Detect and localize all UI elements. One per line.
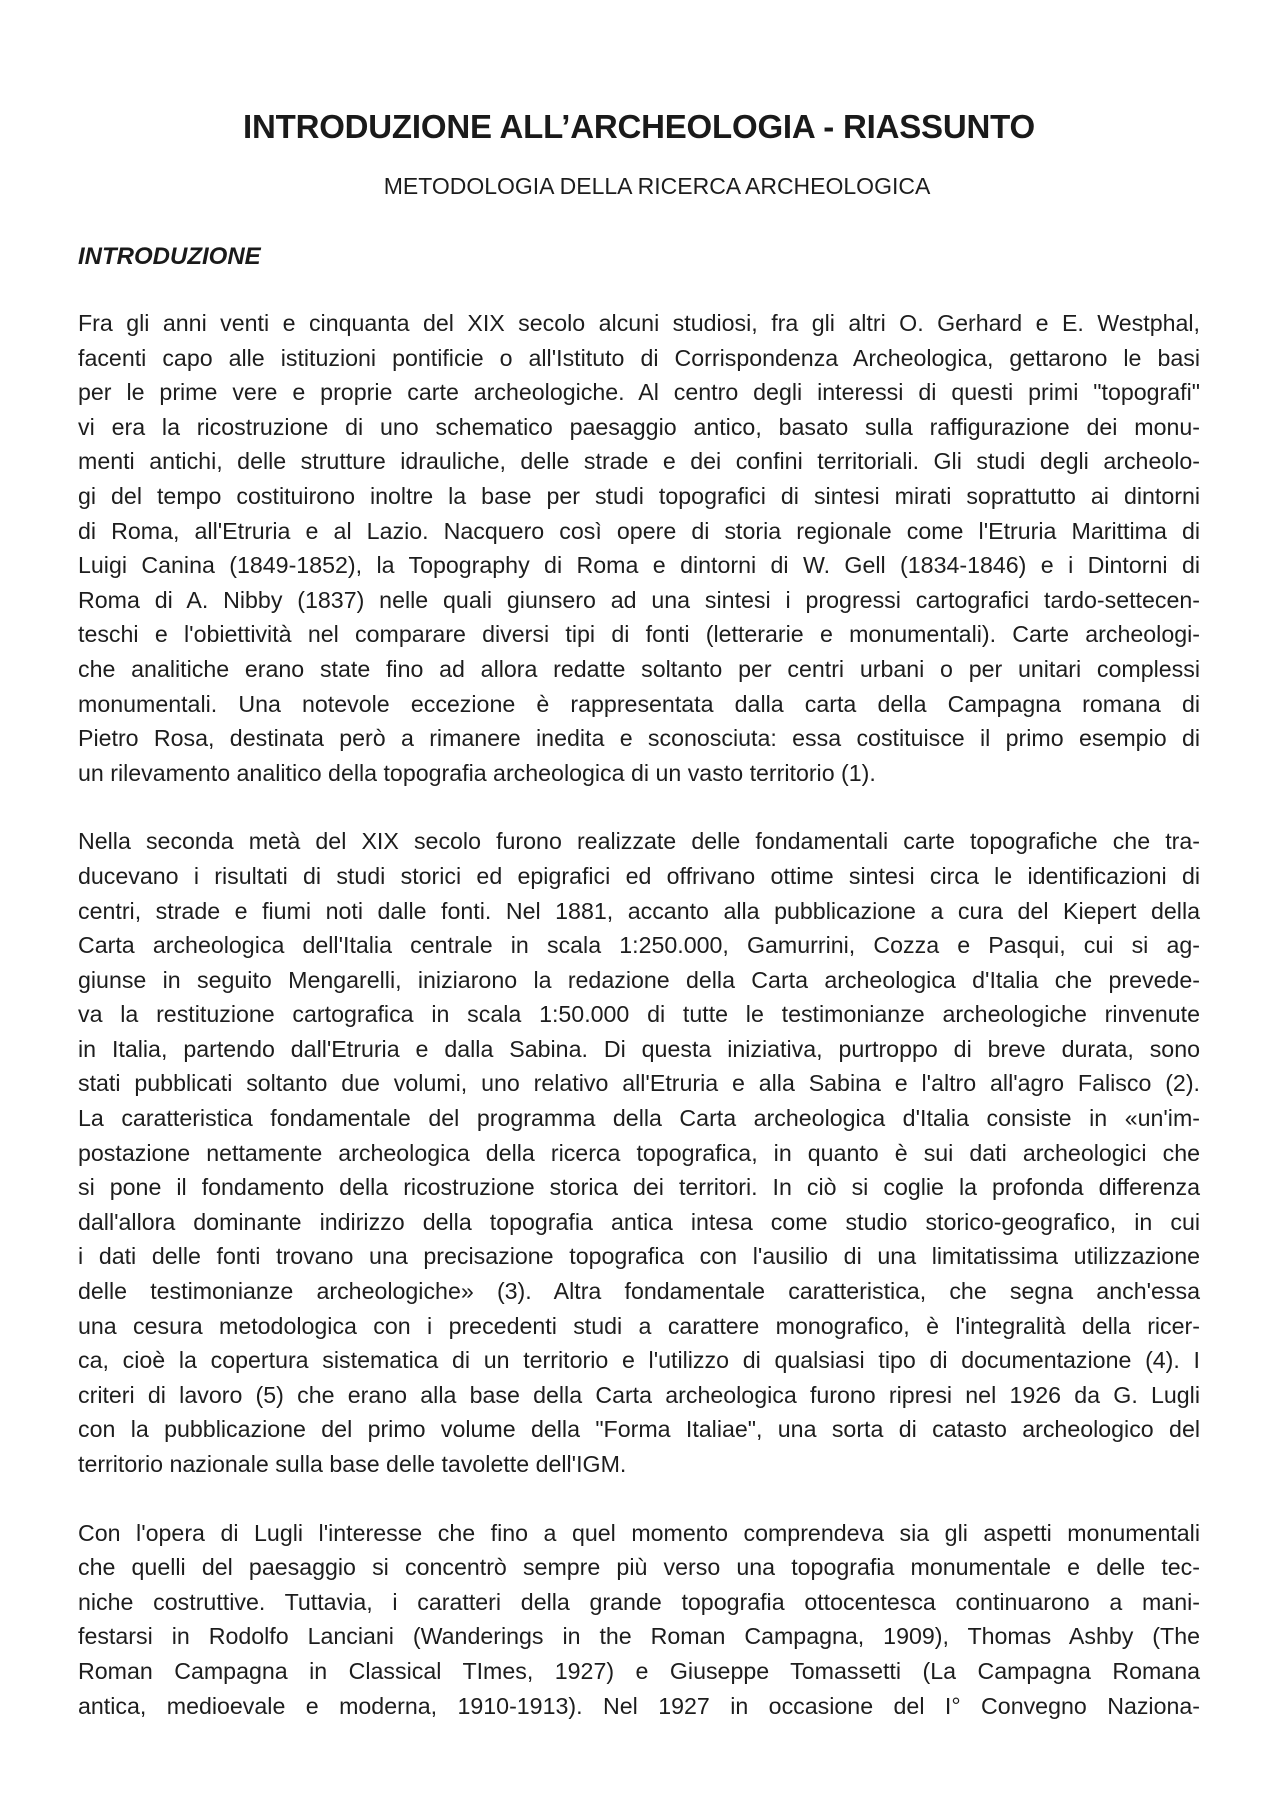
text-line: di Roma, all'Etruria e al Lazio. Nacquero così opere di storia regionale come l'Etruria Marittima di bbox=[78, 517, 1200, 544]
text-line: Luigi Canina (1849-1852), la Topography di Roma e dintorni di W. Gell (1834-1846) e i Dintorni di bbox=[78, 552, 1200, 579]
text-line: i dati delle fonti trovano una precisazione topografica con l'ausilio di una limitatissima utilizzazione bbox=[78, 1243, 1200, 1270]
text-line: ducevano i risultati di studi storici ed epigrafici ed offrivano ottime sintesi circa le identificazioni di bbox=[78, 862, 1200, 889]
document-subtitle: METODOLOGIA DELLA RICERCA ARCHEOLOGICA bbox=[383, 173, 931, 199]
text-line: va la restituzione cartografica in scala 1:50.000 di tutte le testimonianze archeologiche rinvenute bbox=[78, 1001, 1200, 1028]
text-line: festarsi in Rodolfo Lanciani (Wanderings in the Roman Campagna, 1909), Thomas Ashby (The bbox=[78, 1623, 1200, 1650]
text-line: gi del tempo costituirono inoltre la base per studi topografici di sintesi mirati soprattutto ai dintorni bbox=[78, 482, 1200, 509]
text-line: dall'allora dominante indirizzo della topografia antica intesa come studio storico-geografico, in cui bbox=[78, 1208, 1200, 1235]
text-line: che quelli del paesaggio si concentrò sempre più verso una topografia monumentale e delle tec- bbox=[78, 1554, 1200, 1581]
text-line: si pone il fondamento della ricostruzione storica dei territori. In ciò si coglie la profonda differenza bbox=[78, 1174, 1200, 1201]
text-line: Roman Campagna in Classical TImes, 1927) e Giuseppe Tomassetti (La Campagna Romana bbox=[78, 1657, 1200, 1684]
document-title: INTRODUZIONE ALL’ARCHEOLOGIA - RIASSUNTO bbox=[243, 108, 1035, 145]
paragraph-1 bbox=[78, 306, 1200, 790]
section-heading: INTRODUZIONE bbox=[78, 243, 261, 270]
text-line: Nella seconda metà del XIX secolo furono realizzate delle fondamentali carte topografiche che tra- bbox=[78, 828, 1200, 855]
text-line: monumentali. Una notevole eccezione è rappresentata dalla carta della Campagna romana di bbox=[78, 690, 1200, 717]
text-line: teschi e l'obiettività nel comparare diversi tipi di fonti (letterarie e monumentali). Carte archeologi- bbox=[78, 621, 1200, 648]
paragraph-3 bbox=[78, 1516, 1200, 1724]
text-line: centri, strade e fiumi noti dalle fonti. Nel 1881, accanto alla pubblicazione a cura del Kiepert della bbox=[78, 897, 1200, 924]
text-line: ca, cioè la copertura sistematica di un territorio e l'utilizzo di qualsiasi tipo di documentazione (4). I bbox=[78, 1347, 1200, 1374]
text-line: che analitiche erano state fino ad allora redatte soltanto per centri urbani o per unitari complessi bbox=[78, 655, 1200, 682]
text-line: postazione nettamente archeologica della ricerca topografica, in quanto è sui dati archeologici che bbox=[78, 1139, 1200, 1166]
text-line: in Italia, partendo dall'Etruria e dalla Sabina. Di questa iniziativa, purtroppo di breve durata, sono bbox=[78, 1035, 1200, 1062]
text-line: giunse in seguito Mengarelli, iniziarono la redazione della Carta archeologica d'Italia che prevede- bbox=[78, 966, 1200, 993]
text-line: Carta archeologica dell'Italia centrale in scala 1:250.000, Gamurrini, Cozza e Pasqui, cui si ag- bbox=[78, 932, 1200, 959]
text-line: stati pubblicati soltanto due volumi, uno relativo all'Etruria e alla Sabina e l'altro all'agro Falisco (2). bbox=[78, 1070, 1200, 1097]
text-line: con la pubblicazione del primo volume della "Forma Italiae", una sorta di catasto archeologico del bbox=[78, 1416, 1200, 1443]
text-line: La caratteristica fondamentale del programma della Carta archeologica d'Italia consiste in «un'im- bbox=[78, 1105, 1200, 1132]
text-line: niche costruttive. Tuttavia, i caratteri della grande topografia ottocentesca continuarono a mani- bbox=[78, 1588, 1200, 1615]
text-line: per le prime vere e proprie carte archeologiche. Al centro degli interessi di questi primi "topografi" bbox=[78, 379, 1200, 406]
text-line: Roma di A. Nibby (1837) nelle quali giunsero ad una sintesi i progressi cartografici tardo-settecen- bbox=[78, 586, 1200, 613]
text-line: facenti capo alle istituzioni pontificie o all'Istituto di Corrispondenza Archeologica, gettarono le basi bbox=[78, 344, 1200, 371]
text-line: vi era la ricostruzione di uno schematico paesaggio antico, basato sulla raffigurazione dei monu- bbox=[78, 413, 1200, 440]
text-line: antica, medioevale e moderna, 1910-1913). Nel 1927 in occasione del I° Convegno Naziona- bbox=[78, 1692, 1200, 1719]
text-line: Fra gli anni venti e cinquanta del XIX secolo alcuni studiosi, fra gli altri O. Gerhard e E. Westphal, bbox=[78, 310, 1200, 336]
text-line: delle testimonianze archeologiche» (3). Altra fondamentale caratteristica, che segna anch'essa bbox=[78, 1278, 1200, 1305]
text-line: Con l'opera di Lugli l'interesse che fino a quel momento comprendeva sia gli aspetti monumentali bbox=[78, 1519, 1200, 1546]
text-line: Pietro Rosa, destinata però a rimanere inedita e sconosciuta: essa costituisce il primo esempio di bbox=[78, 725, 1200, 752]
text-line: un rilevamento analitico della topografia archeologica di un vasto territorio (1). bbox=[78, 759, 876, 786]
text-line: territorio nazionale sulla base delle tavolette dell'IGM. bbox=[78, 1451, 627, 1477]
text-line: una cesura metodologica con i precedenti studi a carattere monografico, è l'integralità della ricer- bbox=[78, 1312, 1200, 1339]
text-line: criteri di lavoro (5) che erano alla base della Carta archeologica furono ripresi nel 1926 da G. Lugli bbox=[78, 1381, 1200, 1408]
paragraph-2 bbox=[78, 824, 1200, 1481]
text-line: menti antichi, delle strutture idrauliche, delle strade e dei confini territoriali. Gli studi degli archeolo- bbox=[78, 448, 1200, 475]
body-text bbox=[78, 306, 1200, 1723]
